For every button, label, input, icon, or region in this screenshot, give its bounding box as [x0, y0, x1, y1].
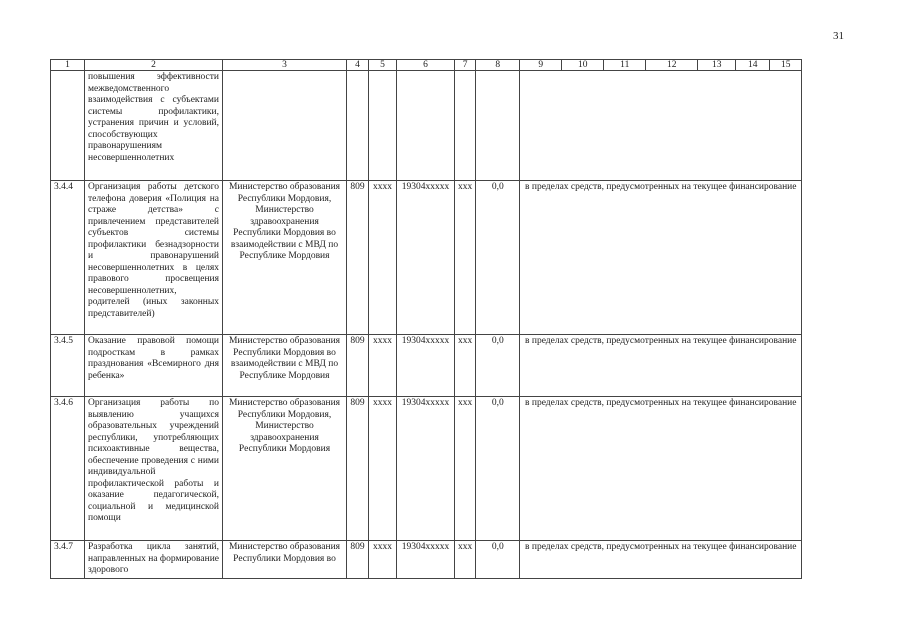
amount-cell: 0,0 — [476, 335, 520, 397]
amount-cell — [476, 71, 520, 181]
grbs-cell: 809 — [347, 397, 369, 541]
rzpr-cell: хххх — [369, 181, 397, 335]
activity-name-cell: Разработка цикла занятий, направленных на формирование здорового — [85, 541, 223, 579]
rzpr-cell: хххх — [369, 397, 397, 541]
financing-cell — [520, 71, 802, 181]
page-number: 31 — [833, 30, 844, 42]
header-cell: 5 — [369, 60, 397, 71]
header-cell: 15 — [770, 60, 802, 71]
executor-cell — [223, 71, 347, 181]
column-numbers-row — [51, 60, 802, 71]
grbs-cell: 809 — [347, 181, 369, 335]
header-cell: 14 — [736, 60, 770, 71]
amount-cell: 0,0 — [476, 541, 520, 579]
csr-cell: 19304ххххх — [397, 541, 455, 579]
activity-name-cell: Оказание правовой помощи подросткам в рамках празднования «Всемирного дня ребенка» — [85, 335, 223, 397]
header-cell: 12 — [646, 60, 698, 71]
vr-cell: ххх — [455, 397, 476, 541]
table-row — [51, 335, 802, 397]
activity-name-cell: Организация работы детского телефона доверия «Полиция на страже детства» с привлечением представителей субъектов системы профилактики безнадзорности и правонарушений несовершеннолетних в целях правового просвещения несовершеннолетних, родителей (иных законных представителей) — [85, 181, 223, 335]
vr-cell: ххх — [455, 335, 476, 397]
grbs-cell — [347, 71, 369, 181]
grbs-cell: 809 — [347, 335, 369, 397]
executor-cell: Министерство образования Республики Мордовия, Министерство здравоохранения Республики Мордовия во взаимодействии с МВД по Республике Мордовия — [223, 181, 347, 335]
activity-name-cell: повышения эффективности межведомственного взаимодействия с субъектами системы профилактики, устранения причин и условий, способствующих правонарушениям несовершеннолетних — [85, 71, 223, 181]
table-row — [51, 397, 802, 541]
financing-cell: в пределах средств, предусмотренных на текущее финансирование — [520, 397, 802, 541]
rzpr-cell: хххх — [369, 541, 397, 579]
vr-cell: ххх — [455, 181, 476, 335]
table-row-continuation — [51, 71, 802, 181]
csr-cell: 19304ххххх — [397, 397, 455, 541]
amount-cell: 0,0 — [476, 181, 520, 335]
item-number-cell: 3.4.6 — [51, 397, 85, 541]
amount-cell: 0,0 — [476, 397, 520, 541]
program-table — [50, 59, 802, 579]
executor-cell: Министерство образования Республики Мордовия во взаимодействии с МВД по Республике Мордовия — [223, 335, 347, 397]
item-number-cell: 3.4.7 — [51, 541, 85, 579]
header-cell: 2 — [85, 60, 223, 71]
csr-cell: 19304ххххх — [397, 181, 455, 335]
vr-cell: ххх — [455, 541, 476, 579]
header-cell: 8 — [476, 60, 520, 71]
grbs-cell: 809 — [347, 541, 369, 579]
header-cell: 9 — [520, 60, 562, 71]
header-cell: 1 — [51, 60, 85, 71]
item-number-cell: 3.4.4 — [51, 181, 85, 335]
header-cell: 3 — [223, 60, 347, 71]
header-cell: 13 — [698, 60, 736, 71]
header-cell: 10 — [562, 60, 604, 71]
table-row — [51, 181, 802, 335]
item-number-cell — [51, 71, 85, 181]
header-cell: 4 — [347, 60, 369, 71]
header-cell: 6 — [397, 60, 455, 71]
activity-name-cell: Организация работы по выявлению учащихся образовательных учреждений республики, употребляющих психоактивные вещества, обеспечение проведения с ними индивидуальной профилактической работы и оказание педагогической, социальной и медицинской помощи — [85, 397, 223, 541]
rzpr-cell — [369, 71, 397, 181]
financing-cell: в пределах средств, предусмотренных на текущее финансирование — [520, 335, 802, 397]
rzpr-cell: хххх — [369, 335, 397, 397]
csr-cell — [397, 71, 455, 181]
header-cell: 11 — [604, 60, 646, 71]
header-cell: 7 — [455, 60, 476, 71]
financing-cell: в пределах средств, предусмотренных на текущее финансирование — [520, 181, 802, 335]
table-row — [51, 541, 802, 579]
financing-cell: в пределах средств, предусмотренных на текущее финансирование — [520, 541, 802, 579]
executor-cell: Министерство образования Республики Мордовия во — [223, 541, 347, 579]
vr-cell — [455, 71, 476, 181]
csr-cell: 19304ххххх — [397, 335, 455, 397]
item-number-cell: 3.4.5 — [51, 335, 85, 397]
executor-cell: Министерство образования Республики Мордовия, Министерство здравоохранения Республики Мордовия — [223, 397, 347, 541]
